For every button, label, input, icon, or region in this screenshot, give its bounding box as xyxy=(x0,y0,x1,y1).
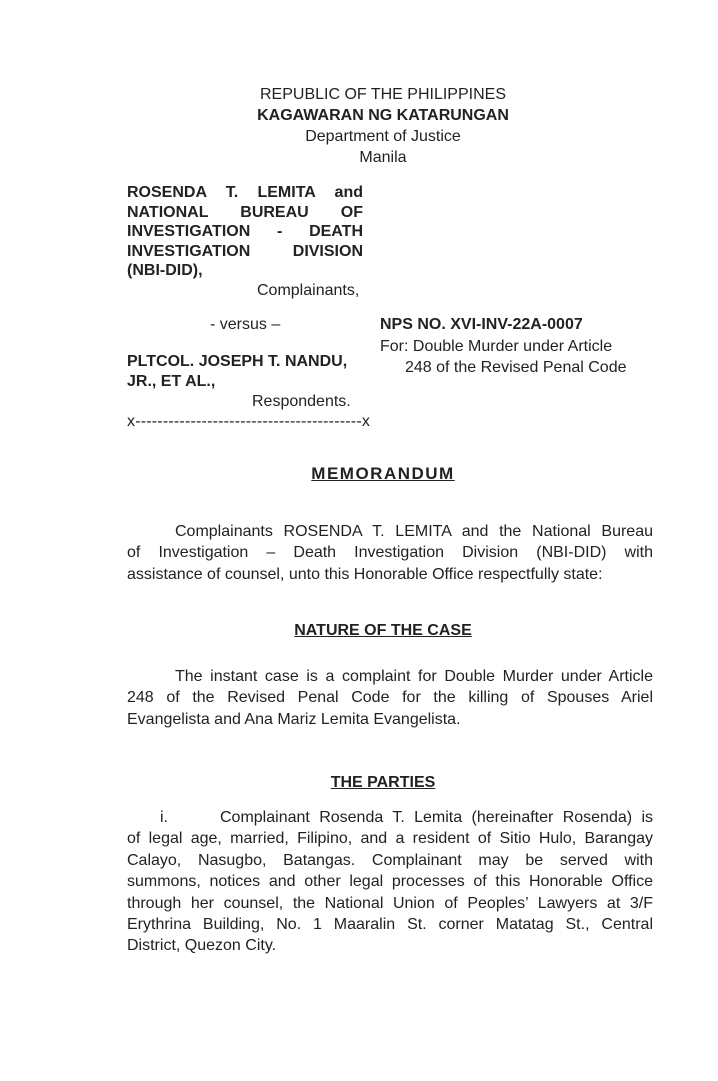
caption-separator: x-----------------------------------------x xyxy=(127,412,371,430)
charge-line: For: Double Murder under Article xyxy=(380,337,613,355)
paragraph-line: District, Quezon City. xyxy=(127,937,277,955)
respondents-role-label: Respondents. xyxy=(252,392,351,410)
paragraph-line-text: Complainant Rosenda T. Lemita (hereinafter Rosenda) is xyxy=(220,809,653,826)
letterhead-republic: REPUBLIC OF THE PHILIPPINES xyxy=(260,86,506,103)
complainant-name-line: (NBI-DID), xyxy=(127,262,203,279)
case-number: NPS NO. XVI-INV-22A-0007 xyxy=(380,316,583,333)
letterhead-city: Manila xyxy=(359,149,407,166)
complainant-name-line: ROSENDA T. LEMITA and xyxy=(127,184,363,201)
parties-paragraph xyxy=(127,807,653,957)
paragraph-line: assistance of counsel, unto this Honorable Office respectfully state: xyxy=(127,565,603,583)
paragraph-line: Evangelista and Ana Mariz Lemita Evangelista. xyxy=(127,710,461,728)
complainant-name-line: NATIONAL BUREAU OF xyxy=(127,203,363,221)
respondent-name-line: JR., ET AL., xyxy=(127,372,216,390)
intro-paragraph xyxy=(127,521,653,585)
paragraph-line: of legal age, married, Filipino, and a resident of Sitio Hulo, Barangay xyxy=(127,830,653,848)
letterhead xyxy=(127,84,639,168)
paragraph-line: Erythrina Building, No. 1 Maaralin St. corner Matatag St., Central xyxy=(127,916,653,934)
paragraph-line xyxy=(127,807,653,828)
letterhead-department-filipino: KAGAWARAN NG KATARUNGAN xyxy=(257,107,509,124)
paragraph-line: The instant case is a complaint for Double Murder under Article xyxy=(175,668,653,685)
paragraph-line: summons, notices and other legal processes of this Honorable Office xyxy=(127,873,653,891)
paragraph-line: of Investigation – Death Investigation Division (NBI-DID) with xyxy=(127,544,653,562)
case-caption-right xyxy=(380,314,655,379)
letterhead-department-english: Department of Justice xyxy=(305,128,461,145)
paragraph-line: 248 of the Revised Penal Code for the killing of Spouses Ariel xyxy=(127,689,653,707)
respondent-name xyxy=(127,352,363,392)
respondent-name-line: PLTCOL. JOSEPH T. NANDU, xyxy=(127,352,348,370)
paragraph-line: through her counsel, the National Union of Peoples’ Lawyers at 3/F xyxy=(127,894,653,912)
complainant-name-line: INVESTIGATION - DEATH xyxy=(127,223,363,240)
item-number: i. xyxy=(160,809,168,826)
complainants-role-label: Complainants, xyxy=(257,281,360,299)
paragraph-line: Complainants ROSENDA T. LEMITA and the National Bureau xyxy=(175,523,653,540)
versus-label: - versus – xyxy=(210,316,281,333)
complainant-name-line: INVESTIGATION DIVISION xyxy=(127,242,363,260)
charge-line: 248 of the Revised Penal Code xyxy=(405,359,627,376)
section-heading-nature-of-the-case: NATURE OF THE CASE xyxy=(294,622,472,639)
section-heading-the-parties: THE PARTIES xyxy=(330,774,436,791)
case-caption-left xyxy=(127,183,371,432)
nature-paragraph xyxy=(127,666,653,730)
paragraph-line: Calayo, Nasugbo, Batangas. Complainant may be served with xyxy=(127,851,653,869)
document-title: MEMORANDUM xyxy=(311,464,455,483)
